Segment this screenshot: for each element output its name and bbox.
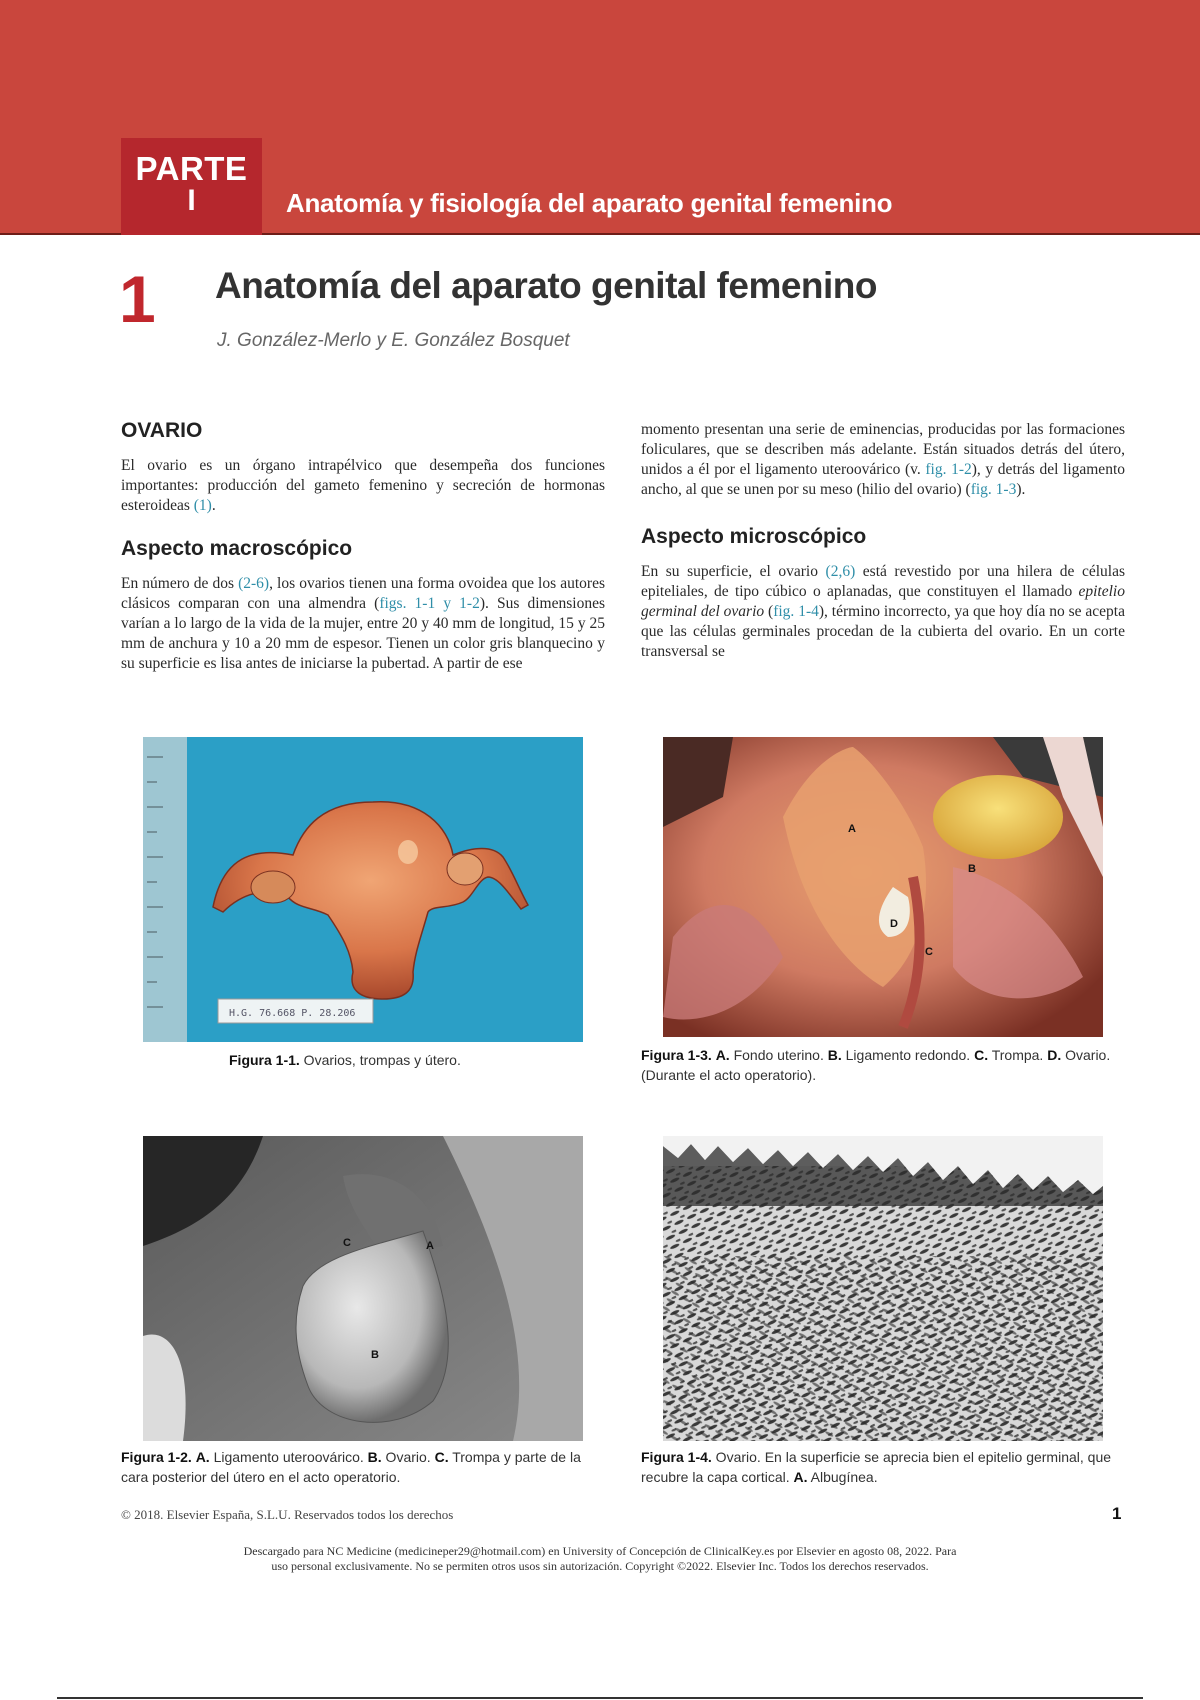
micro-text-1: En su superficie, el ovario xyxy=(641,563,826,580)
figure-reference-link[interactable]: fig. 1-3 xyxy=(970,481,1017,498)
figure-1-4-image xyxy=(663,1136,1103,1441)
reference-link[interactable]: (2-6) xyxy=(238,575,270,592)
page-number: 1 xyxy=(1112,1504,1122,1523)
chapter-authors: J. González-Merlo y E. González Bosquet xyxy=(217,330,570,351)
part-number: I xyxy=(187,184,196,217)
figure-label-b: B xyxy=(968,863,976,875)
chapter-number: 1 xyxy=(119,262,156,336)
caption-key-a: A. xyxy=(793,1469,808,1485)
caption-end: Albugínea. xyxy=(807,1469,878,1485)
continuation-paragraph xyxy=(641,420,1125,500)
right-column xyxy=(641,420,1125,662)
caption-text-b: Ligamento redondo. xyxy=(841,1047,975,1063)
macro-text-1: En número de dos xyxy=(121,575,239,592)
intro-text: El ovario es un órgano intrapélvico que desempeña dos funciones importantes: producción del gameto femenino y secreción de hormonas esteroideas xyxy=(121,457,605,514)
figure-label-a: A xyxy=(848,823,856,835)
figure-label-c: C xyxy=(343,1237,351,1249)
caption-text-c: Trompa. xyxy=(988,1047,1048,1063)
cont-text-3: ). xyxy=(1016,481,1026,498)
microscopic-paragraph xyxy=(641,562,1125,662)
caption-key-a: A. xyxy=(195,1449,210,1465)
download-notice-line-1: Descargado para NC Medicine (medicineper29@hotmail.com) en University of Concepción de ClinicalKey.es por Elsevier en agosto 08, 2022. Para xyxy=(243,1544,957,1558)
figure-1-4-caption xyxy=(641,1447,1111,1487)
caption-text-a: Ligamento uteroovárico. xyxy=(209,1449,368,1465)
caption-key-d: D. xyxy=(1047,1047,1062,1063)
caption-text: Ovario. En la superficie se aprecia bien el epitelio germinal, que recubre la capa cortical. xyxy=(641,1449,1112,1485)
reference-link[interactable]: (1) xyxy=(193,497,212,514)
caption-key-b: B. xyxy=(367,1449,382,1465)
figure-label-d: D xyxy=(890,918,898,930)
bottom-divider xyxy=(57,1697,1143,1699)
copyright-notice: © 2018. Elsevier España, S.L.U. Reservados todos los derechos xyxy=(121,1507,454,1522)
section-heading-ovario: OVARIO xyxy=(121,419,203,442)
part-label-box xyxy=(121,138,262,235)
caption-text-a: Fondo uterino. xyxy=(729,1047,828,1063)
caption-label: Figura 1-2. xyxy=(121,1449,192,1465)
figure-1-1-caption xyxy=(229,1050,461,1070)
figure-reference-link[interactable]: fig. 1-2 xyxy=(925,461,972,478)
chapter-title: Anatomía del aparato genital femenino xyxy=(215,265,878,306)
left-column xyxy=(121,418,605,674)
specimen-label: H.G. 76.668 P. 28.206 xyxy=(229,1008,356,1019)
reference-link[interactable]: (2,6) xyxy=(825,563,856,580)
caption-text: Ovarios, trompas y útero. xyxy=(299,1052,461,1068)
figure-1-2-caption xyxy=(121,1447,611,1487)
micro-text-2: está revestido por una hilera de células epiteliales, de tipo cúbico o aplanadas, que constituyen el llamado xyxy=(641,563,1126,600)
uterus-specimen-photo xyxy=(143,737,583,1042)
macro-text-2: , los ovarios tienen una forma ovoidea que los autores clásicos comparan con una almendra ( xyxy=(121,575,605,612)
subheading-microscopic: Aspecto microscópico xyxy=(641,525,867,548)
figure-1-2-image xyxy=(143,1136,583,1441)
figure-reference-link[interactable]: figs. 1-1 y 1-2 xyxy=(379,595,480,612)
caption-text-b: Ovario. xyxy=(381,1449,435,1465)
micro-emphasis: epitelio germinal del ovario xyxy=(641,583,1125,620)
figure-label-c: C xyxy=(925,946,933,958)
macro-text-3: ). Sus dimensiones varían a lo largo de la vida de la mujer, entre 20 y 40 mm de longitud, 15 y 25 mm de anchura y 10 a 20 mm de espesor. Tienen un color gris blanquecino y su superficie es lisa antes de iniciarse la pubertad. A partir de ese xyxy=(121,595,605,672)
macroscopic-paragraph xyxy=(121,574,605,674)
download-notice xyxy=(150,1544,1050,1574)
caption-label: Figura 1-4. xyxy=(641,1449,712,1465)
cont-text-1: momento presentan una serie de eminencias, producidas por las formaciones foliculares, que se describen más adelante. Están situados detrás del útero, unidos a él por el ligamento uteroovárico (v. xyxy=(641,421,1125,478)
figure-1-1-image xyxy=(143,737,583,1042)
figure-label-a: A xyxy=(426,1240,434,1252)
histology-micrograph xyxy=(663,1136,1103,1441)
figure-1-3-caption xyxy=(641,1045,1111,1085)
figure-reference-link[interactable]: fig. 1-4 xyxy=(773,603,819,620)
micro-text-3: ( xyxy=(764,603,774,620)
figure-1-3-image xyxy=(663,737,1103,1037)
caption-label: Figura 1-1. xyxy=(229,1052,300,1068)
subheading-macroscopic: Aspecto macroscópico xyxy=(121,537,353,560)
caption-key-c: C. xyxy=(974,1047,989,1063)
part-word: PARTE xyxy=(135,150,248,187)
intro-paragraph xyxy=(121,456,605,516)
caption-text-c: Trompa y parte de la cara posterior del útero en el acto operatorio. xyxy=(121,1449,581,1485)
figure-label-b: B xyxy=(371,1349,379,1361)
caption-key-b: B. xyxy=(827,1047,842,1063)
download-notice-line-2: uso personal exclusivamente. No se permiten otros usos sin autorización. Copyright ©2022. Elsevier Inc. Todos los derechos reservados. xyxy=(271,1559,929,1573)
micro-text-4: ), término incorrecto, ya que hoy día no se acepta que las células germinales procedan de la cubierta del ovario. En un corte transversal se xyxy=(641,603,1125,660)
part-title: Anatomía y fisiología del aparato genital femenino xyxy=(286,188,893,218)
caption-label: Figura 1-3. xyxy=(641,1047,712,1063)
caption-text-d: Ovario. (Durante el acto operatorio). xyxy=(641,1047,1111,1083)
caption-key-a: A. xyxy=(715,1047,730,1063)
intro-end: . xyxy=(211,497,216,514)
operative-photo xyxy=(663,737,1103,1037)
cont-text-2: ), y detrás del ligamento ancho, al que se unen por su meso (hilio del ovario) ( xyxy=(641,461,1125,498)
caption-key-c: C. xyxy=(434,1449,449,1465)
ovary-grayscale-photo xyxy=(143,1136,583,1441)
